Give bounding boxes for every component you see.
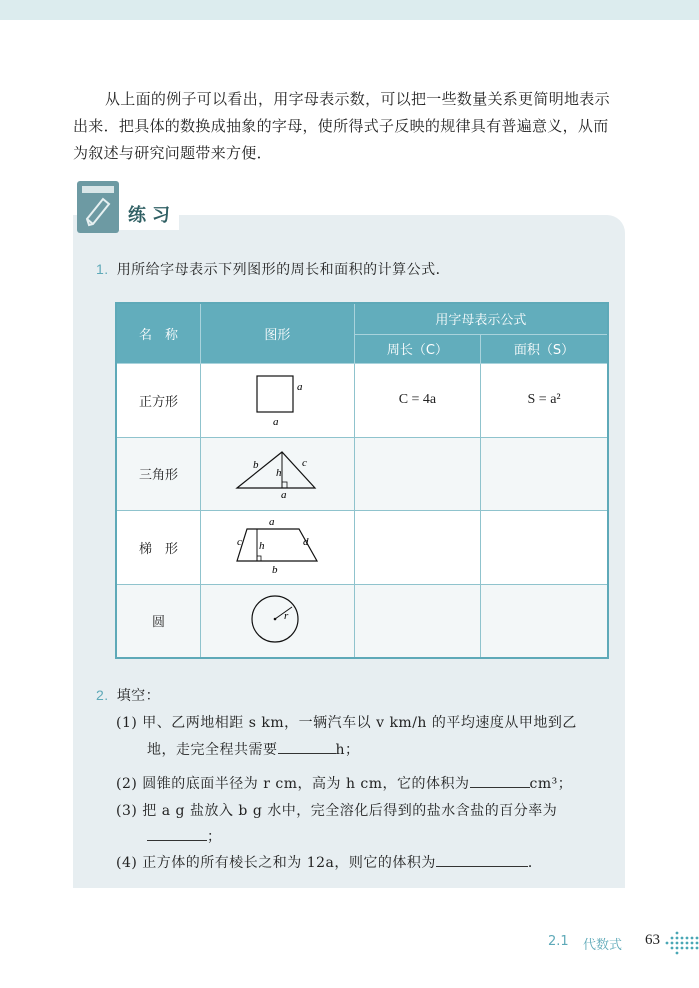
pencil-notebook-icon bbox=[77, 181, 119, 233]
answer-blank[interactable] bbox=[470, 775, 530, 788]
sub-unit: h； bbox=[335, 742, 360, 758]
square-area: S = a² bbox=[481, 363, 608, 437]
header-formula: 用字母表示公式 bbox=[354, 303, 608, 334]
svg-text:r: r bbox=[284, 609, 289, 622]
intro-paragraph bbox=[73, 86, 673, 167]
question-number: 1. bbox=[96, 261, 109, 277]
sub-unit: cm³； bbox=[529, 776, 573, 792]
subquestion-2 bbox=[116, 774, 572, 794]
practice-title: 练习 bbox=[128, 205, 176, 226]
question-1 bbox=[96, 259, 450, 280]
svg-text:h: h bbox=[276, 466, 282, 479]
svg-text:d: d bbox=[303, 536, 309, 548]
question-text: 填空： bbox=[116, 688, 161, 704]
answer-blank[interactable] bbox=[278, 741, 336, 754]
sub-label: (3) bbox=[116, 803, 138, 819]
svg-text:a: a bbox=[269, 516, 275, 528]
sub-text: 圆锥的底面半径为 r cm，高为 h cm，它的体积为 bbox=[142, 776, 470, 792]
table-row bbox=[116, 510, 608, 584]
trapezoid-perimeter[interactable] bbox=[354, 510, 480, 584]
sub-unit: ； bbox=[207, 829, 222, 845]
trapezoid-figure bbox=[201, 510, 355, 584]
shape-name: 正方形 bbox=[116, 363, 201, 437]
sub-label: (1) bbox=[116, 715, 138, 731]
paragraph-line: 为叙述与研究问题带来方便． bbox=[73, 144, 272, 162]
trapezoid-area[interactable] bbox=[481, 510, 608, 584]
svg-text:h: h bbox=[259, 540, 265, 552]
header-perimeter: 周长（C） bbox=[354, 334, 480, 363]
top-band bbox=[0, 0, 699, 20]
page-number: 63 bbox=[645, 932, 660, 948]
circle-area[interactable] bbox=[481, 584, 608, 658]
subquestion-4 bbox=[116, 853, 542, 873]
paragraph-line: 从上面的例子可以看出，用字母表示数，可以把一些数量关系更简明地表示 bbox=[105, 90, 610, 108]
question-text: 用所给字母表示下列图形的周长和面积的计算公式． bbox=[116, 262, 451, 278]
sub-text: 正方体的所有棱长之和为 12a，则它的体积为 bbox=[142, 855, 436, 871]
header-figure: 图形 bbox=[201, 303, 355, 363]
triangle-area[interactable] bbox=[481, 437, 608, 510]
triangle-figure bbox=[201, 437, 355, 510]
svg-text:a: a bbox=[297, 381, 303, 393]
sub-label: (4) bbox=[116, 855, 138, 871]
paragraph-line: 出来．把具体的数换成抽象的字母，使所得式子反映的规律具有普遍意义，从而 bbox=[73, 117, 609, 135]
question-number: 2. bbox=[96, 687, 109, 703]
table-row bbox=[116, 584, 608, 658]
square-figure bbox=[201, 363, 355, 437]
subquestion-3 bbox=[116, 801, 557, 821]
svg-text:a: a bbox=[281, 488, 287, 501]
answer-blank[interactable] bbox=[436, 854, 528, 867]
triangle-perimeter[interactable] bbox=[354, 437, 480, 510]
question-2 bbox=[96, 685, 160, 706]
circle-perimeter[interactable] bbox=[354, 584, 480, 658]
svg-text:b: b bbox=[253, 458, 259, 471]
subquestion-1-cont bbox=[147, 740, 360, 760]
sub-text: 地，走完全程共需要 bbox=[147, 742, 278, 758]
shape-name: 三角形 bbox=[116, 437, 201, 510]
answer-blank[interactable] bbox=[147, 828, 207, 841]
header-area: 面积（S） bbox=[481, 334, 608, 363]
svg-text:a: a bbox=[273, 416, 279, 428]
dot-grid-decoration-icon bbox=[664, 930, 699, 956]
sub-text: 把 a g 盐放入 b g 水中，完全溶化后得到的盐水含盐的百分率为 bbox=[142, 803, 558, 819]
svg-text:b: b bbox=[272, 564, 278, 576]
footer-section: 2.1 bbox=[548, 934, 569, 949]
svg-text:c: c bbox=[302, 456, 308, 469]
shape-name: 梯 形 bbox=[116, 510, 201, 584]
subquestion-1 bbox=[116, 713, 577, 733]
formula-table bbox=[115, 302, 609, 659]
circle-figure bbox=[201, 584, 355, 658]
svg-text:c: c bbox=[237, 536, 243, 548]
footer-chapter: 代数式 bbox=[583, 938, 623, 953]
table-row bbox=[116, 437, 608, 510]
square-perimeter: C = 4a bbox=[354, 363, 480, 437]
header-name: 名 称 bbox=[116, 303, 201, 363]
sub-unit: ． bbox=[527, 855, 543, 871]
table-row bbox=[116, 363, 608, 437]
shape-name: 圆 bbox=[116, 584, 201, 658]
sub-text: 甲、乙两地相距 s km，一辆汽车以 v km/h 的平均速度从甲地到乙 bbox=[142, 715, 577, 731]
sub-label: (2) bbox=[116, 776, 138, 792]
subquestion-3-cont bbox=[147, 827, 222, 847]
